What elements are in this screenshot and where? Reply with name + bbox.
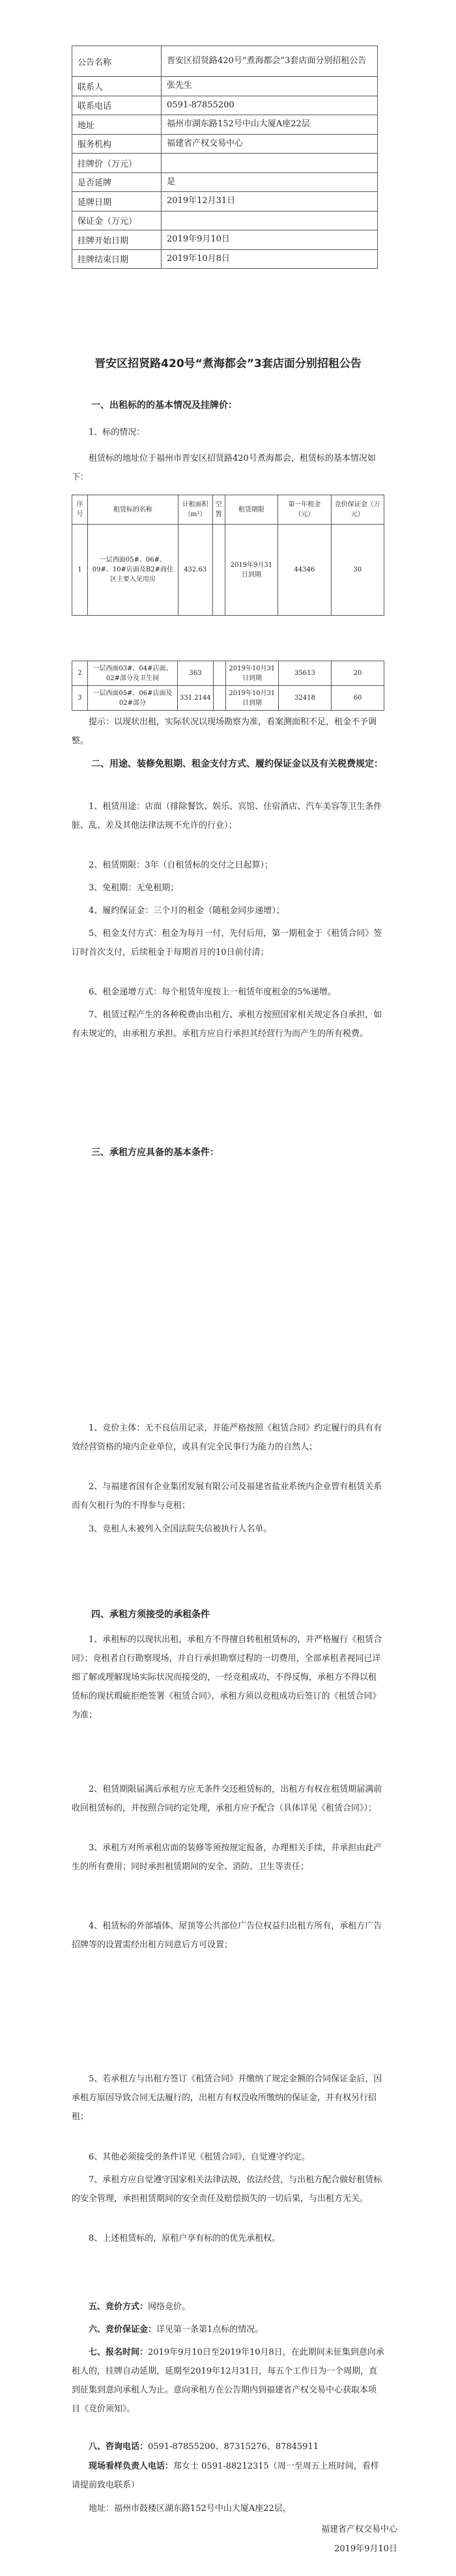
s4b-item: 8、上述租赁标的，原租户享有标的的优先承租权。 (89, 2234, 281, 2243)
info-row (72, 46, 378, 77)
info-value: 2019年12月31日 (162, 192, 378, 212)
s3-item: 3、竞租人未被列入全国法院失信被执行人名单。 (89, 1524, 272, 1534)
lots-header-cell: 竞价保证金（万元） (331, 495, 384, 525)
lots-cell: 44346 (278, 525, 331, 616)
section-3-heading: 三、承租方应具备的基本条件： (91, 1147, 219, 1158)
section-1-heading: 一、出租标的的基本情况及挂牌价： (91, 400, 237, 411)
lots-cell: 432.63 (178, 525, 212, 616)
s2-item: 4、履约保证金：三个月的租金（随租金同步递增）； (89, 906, 285, 916)
section-5-text: 网络竞价。 (148, 2302, 191, 2312)
info-value (162, 211, 378, 230)
org-name: 福建省产权交易中心 (321, 2525, 397, 2534)
section-7 (72, 2343, 384, 2418)
info-label: 挂牌结束日期 (72, 249, 162, 269)
lots-table (72, 495, 384, 616)
info-label: 公告名称 (72, 46, 162, 77)
s2-item: 2、租赁期限：3年（自租赁标的交付之日起算）； (89, 860, 274, 870)
lots-table-continued (72, 661, 384, 711)
info-value: 张先生 (162, 77, 378, 96)
section-1-item: 1、标的情况： (89, 428, 145, 437)
viewing-label: 现场看样负责人电话： (89, 2461, 174, 2471)
s3-item: 2、与福建省国有企业集团发展有限公司及福建省盐业系统内企业曾有租赁关系而有欠租行为的不得参与竞租； (72, 1482, 382, 1511)
lots-cell: 30 (331, 525, 384, 616)
lots-cell (212, 525, 225, 616)
info-label: 是否延牌 (72, 172, 162, 192)
info-value: 2019年9月10日 (162, 230, 378, 250)
section-7-heading: 七、报名时间： (89, 2348, 149, 2357)
info-value: 2019年10月8日 (162, 249, 378, 269)
info-label: 挂牌开始日期 (72, 230, 162, 250)
lots-cell (213, 686, 225, 711)
info-value: 0591-87855200 (162, 96, 378, 115)
info-row (72, 249, 378, 269)
lots-header-cell: 租赁期限 (225, 495, 278, 525)
lots-row (72, 661, 384, 686)
lots-cell: 60 (331, 686, 384, 711)
lots-cell: 2019年9月31日到期 (225, 525, 278, 616)
section-5-heading: 五、竞价方式： (89, 2302, 149, 2312)
viewing-text: 郑女士 0591-88212315（周一至周五上班时间，看样请提前致电联系） (72, 2461, 379, 2490)
page-title: 晋安区招贤路420号“煮海都会”3套店面分别招租公告 (94, 357, 362, 370)
lots-cell: 3 (72, 686, 88, 711)
info-row (72, 211, 378, 230)
info-label: 保证金（万元） (72, 211, 162, 230)
section-8 (72, 2437, 384, 2456)
s4-item: 4、租赁标的外部墙体、屋顶等公共部位广告位权益归出租方所有，承租方广告招牌等的设置需经出租方同意后方可设置； (72, 1921, 382, 1950)
s2-item: 7、租赁过程产生的各种税费由出租方、承租方按照国家相关规定各自承担，如有未规定的，由承租方承担。承租方应自行承担其经营行为而产生的所有税费。 (72, 1010, 382, 1039)
s2-item: 5、租金支付方式：租金为每月一付，先付后用，第一期租金于《租赁合同》签订时首次支付，后续租金于每期首月的10日前付清； (72, 929, 382, 957)
info-row (72, 230, 378, 250)
s4b-item: 5、若承租方与出租方签订《租赁合同》并缴纳了规定金额的合同保证金后，因承租方原因导致合同无法履行的，出租方有权没收所缴纳的保证金，并有权另行招租； (72, 2074, 382, 2122)
info-value: 晋安区招贤路420号“煮海都会”3套店面分别招租公告 (162, 46, 378, 77)
section-6-text: 详见第一条第1点标的情况。 (156, 2325, 264, 2335)
lots-cell: 32418 (278, 686, 331, 711)
section-4-heading: 四、承租方须接受的承租条件 (91, 1610, 210, 1620)
s3-item: 1、竞价主体：无不良信用记录，并能严格按照《租赁合同》约定履行的具有有效经营资格的境内企业单位，或具有完全民事行为能力的自然人； (72, 1423, 382, 1452)
info-label: 联系人 (72, 77, 162, 96)
section-1-desc: 租赁标的地址位于福州市晋安区招贤路420号煮海都会，租赁标的基本情况如下： (72, 454, 376, 482)
info-row (72, 134, 378, 154)
lots-header-cell: 空置 (212, 495, 225, 525)
info-value: 是 (162, 172, 378, 192)
s4-item: 1、承租标的以现状出租，承租方不得擅自转租租赁标的，并严格履行《租赁合同》；竞租者自行勘察现场，并自行承担勘察过程的一切费用，全部承租者视同已详细了解或理解现场实际状况而接受的，一经竞租成功，不得反悔，承租方不得以租赁标的现状瑕疵拒绝签署《租赁合同》，承租方须以竞租成功后签订的《租赁合同》为准； (72, 1635, 382, 1720)
section-5 (72, 2297, 384, 2316)
lots-cell (213, 661, 225, 686)
lots-cell: 一层西面05#、06#、09#、10#店面及B2#商住区主要入见用房 (87, 525, 178, 616)
lots-cell: 363 (178, 661, 214, 686)
lots-row (72, 686, 384, 711)
lots-header-cell: 计租面积（m²） (178, 495, 212, 525)
info-row (72, 192, 378, 212)
info-label: 延牌日期 (72, 192, 162, 212)
section-6-heading: 六、竞价保证金： (89, 2325, 157, 2335)
lots-cell: 一层西面03#、04#店面、02#部分及卫生间 (87, 661, 177, 686)
section-1-note: 提示：以现状出租，实际状况以现场勘察为准，看案测面积不足，租金不予调整。 (72, 717, 377, 746)
viewing-contact (72, 2457, 384, 2495)
s4b-item: 7、承租方应自觉遵守国家相关法律法规，依法经营，与出租方配合做好租赁标的安全管理，承担租赁期间的安全责任及赔偿损失的一切后果，与出租方无关。 (72, 2175, 382, 2204)
section-7-text: 2019年9月10日至2019年10月8日，在此期间未征集到意向承租人的，挂牌自动延期，延期至2019年12月31日，每五个工作日为一个周期，直到征集到意向承租人为止。意向承租方在公告期内到福建省产权交易中心获取本项目《竞价须知》。 (72, 2348, 384, 2414)
org-address: 地址：福州市鼓楼区湖东路152号中山大厦A座22层， (89, 2504, 291, 2514)
lots-cell: 2019年10月31日到期 (225, 661, 278, 686)
info-row (72, 172, 378, 192)
info-label: 服务机构 (72, 134, 162, 154)
lots-cell: 1 (72, 525, 88, 616)
lots-cell: 2019年10月31日到期 (225, 686, 278, 711)
lots-cell: 35613 (278, 661, 331, 686)
section-2-heading: 二、用途、装修免租期、租金支付方式、履约保证金以及有关税费规定： (91, 759, 383, 769)
s4b-item: 6、其他必须接受的条件详见《租赁合同》，自觉遵守约定。 (89, 2152, 310, 2162)
lots-cell: 一层西面05#、06#店面及02#部分 (87, 686, 177, 711)
s2-item: 3、免租期：无免租期； (89, 883, 179, 893)
section-6 (72, 2320, 384, 2339)
lots-cell: 2 (72, 661, 88, 686)
s4-item: 2、租赁期限届满后承租方应无条件交还租赁标的，出租方有权在租赁期届满前收回租赁标的，并按照合同约定处理，承租方应予配合（具体详见《租赁合同》）； (72, 1785, 382, 1813)
info-label: 联系电话 (72, 96, 162, 115)
info-value: 福建省产权交易中心 (162, 134, 378, 154)
info-label: 挂牌价（万元） (72, 154, 162, 173)
lots-row (72, 525, 384, 616)
info-row (72, 96, 378, 115)
lots-header-cell: 第一年租金（元） (278, 495, 331, 525)
lots-header-cell: 序号 (72, 495, 88, 525)
s2-item: 1、租赁用途：店面（排除餐饮、娱乐、宾馆、住宿酒店、汽车美容等卫生条件脏、乱、差及其他法律法规不允许的行业）； (72, 802, 382, 830)
publish-date: 2019年9月10日 (334, 2544, 397, 2554)
info-row (72, 77, 378, 96)
info-value: 福州市湖东路152号中山大厦A座22层 (162, 115, 378, 135)
lots-cell: 331.2144 (178, 686, 214, 711)
info-row (72, 115, 378, 135)
s4-item: 3、承租方对所承租店面的装修等须按规定报备，办理相关手续，并承担由此产生的所有费用；同时承担租赁期间的安全、消防、卫生等责任； (72, 1843, 382, 1872)
s2-item: 6、租金递增方式：每个租赁年度按上一租赁年度租金的5%递增。 (89, 987, 336, 997)
contact-phones: 0591-87855200、87315276、87845911 (148, 2442, 319, 2452)
info-label: 地址 (72, 115, 162, 135)
lots-cell: 20 (331, 661, 384, 686)
info-value (162, 154, 378, 173)
lots-header-cell: 租赁标的名称 (87, 495, 178, 525)
info-table (72, 46, 378, 269)
section-8-heading: 八、咨询电话： (89, 2442, 149, 2452)
info-row (72, 154, 378, 173)
